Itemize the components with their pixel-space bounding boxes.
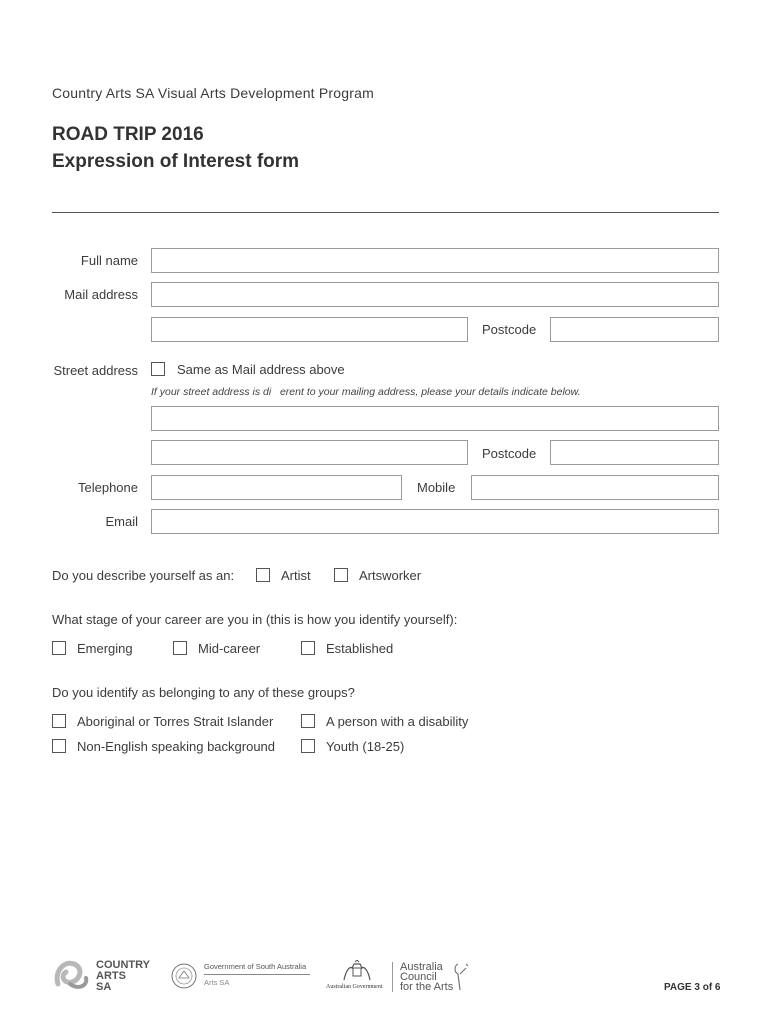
- artist-checkbox[interactable]: [256, 568, 270, 582]
- country-arts-sa-logo-text: [96, 960, 150, 993]
- aboriginal-label: Aboriginal or Torres Strait Islander: [77, 714, 274, 729]
- australian-government-text: Australian Government: [326, 984, 383, 990]
- telephone-label: Telephone: [78, 480, 138, 495]
- established-checkbox[interactable]: [301, 641, 315, 655]
- title-line-2: Expression of Interest form: [52, 151, 300, 172]
- street-postcode-field[interactable]: [550, 440, 719, 465]
- nesb-checkbox[interactable]: [52, 739, 66, 753]
- street-postcode-label: Postcode: [482, 446, 537, 461]
- nesb-label: Non-English speaking background: [77, 739, 276, 754]
- logo-divider: [392, 962, 393, 992]
- mobile-field[interactable]: [471, 475, 719, 500]
- logo4-line3: for the Arts: [400, 981, 454, 993]
- logo1-line3: SA: [96, 981, 112, 993]
- youth-checkbox[interactable]: [301, 739, 315, 753]
- mid-career-label: Mid-career: [198, 641, 261, 656]
- full-name-label: Full name: [80, 253, 138, 268]
- country-arts-sa-logo-icon: [50, 954, 94, 998]
- mail-address-line2-field[interactable]: [151, 317, 468, 342]
- logo1-line1: COUNTRY: [96, 959, 150, 971]
- describe-question: Do you describe yourself as an:: [52, 568, 235, 583]
- disability-checkbox[interactable]: [301, 714, 315, 728]
- australia-council-logo-text: [400, 962, 453, 992]
- groups-question: Do you identify as belonging to any of these groups?: [52, 685, 355, 700]
- email-field[interactable]: [151, 509, 719, 534]
- logo2-line2: Arts SA: [204, 978, 230, 987]
- title-line-1: ROAD TRIP 2016: [52, 124, 204, 145]
- email-label: Email: [105, 514, 138, 529]
- logo4-line2: Council: [400, 971, 437, 983]
- emerging-label: Emerging: [77, 641, 133, 656]
- full-name-field[interactable]: [151, 248, 719, 273]
- street-address-field[interactable]: [151, 406, 719, 431]
- mail-address-field[interactable]: [151, 282, 719, 307]
- career-question: What stage of your career are you in (this is how you identify yourself):: [52, 612, 458, 627]
- mobile-label: Mobile: [417, 480, 456, 495]
- established-label: Established: [326, 641, 394, 656]
- page-title: [52, 121, 299, 175]
- same-as-mail-label: Same as Mail address above: [177, 362, 345, 377]
- street-address-label: Street address: [53, 363, 138, 378]
- mail-postcode-label: Postcode: [482, 322, 537, 337]
- aboriginal-checkbox[interactable]: [52, 714, 66, 728]
- sa-government-crest-icon: [170, 962, 198, 990]
- program-subtitle: Country Arts SA Visual Arts Development Program: [52, 85, 374, 101]
- artsworker-label: Artsworker: [359, 568, 422, 583]
- mid-career-checkbox[interactable]: [173, 641, 187, 655]
- sa-government-logo-text: [204, 962, 310, 987]
- coat-of-arms-icon: [340, 960, 374, 982]
- same-as-mail-checkbox[interactable]: [151, 362, 165, 376]
- australia-council-figure-icon: [452, 962, 470, 992]
- disability-label: A person with a disability: [326, 714, 469, 729]
- logo2-line1: Government of South Australia: [204, 962, 310, 975]
- page-number: PAGE 3 of 6: [664, 982, 721, 993]
- mail-postcode-field[interactable]: [550, 317, 719, 342]
- artsworker-checkbox[interactable]: [334, 568, 348, 582]
- telephone-field[interactable]: [151, 475, 402, 500]
- header-divider: [52, 212, 719, 213]
- emerging-checkbox[interactable]: [52, 641, 66, 655]
- street-address-line2-field[interactable]: [151, 440, 468, 465]
- artist-label: Artist: [281, 568, 311, 583]
- mail-address-label: Mail address: [64, 287, 138, 302]
- logo4-line1: Australia: [400, 961, 443, 973]
- logo1-line2: ARTS: [96, 970, 126, 982]
- street-address-note: If your street address is di erent to your mailing address, please your details indicate below.: [151, 386, 581, 398]
- youth-label: Youth (18-25): [326, 739, 405, 754]
